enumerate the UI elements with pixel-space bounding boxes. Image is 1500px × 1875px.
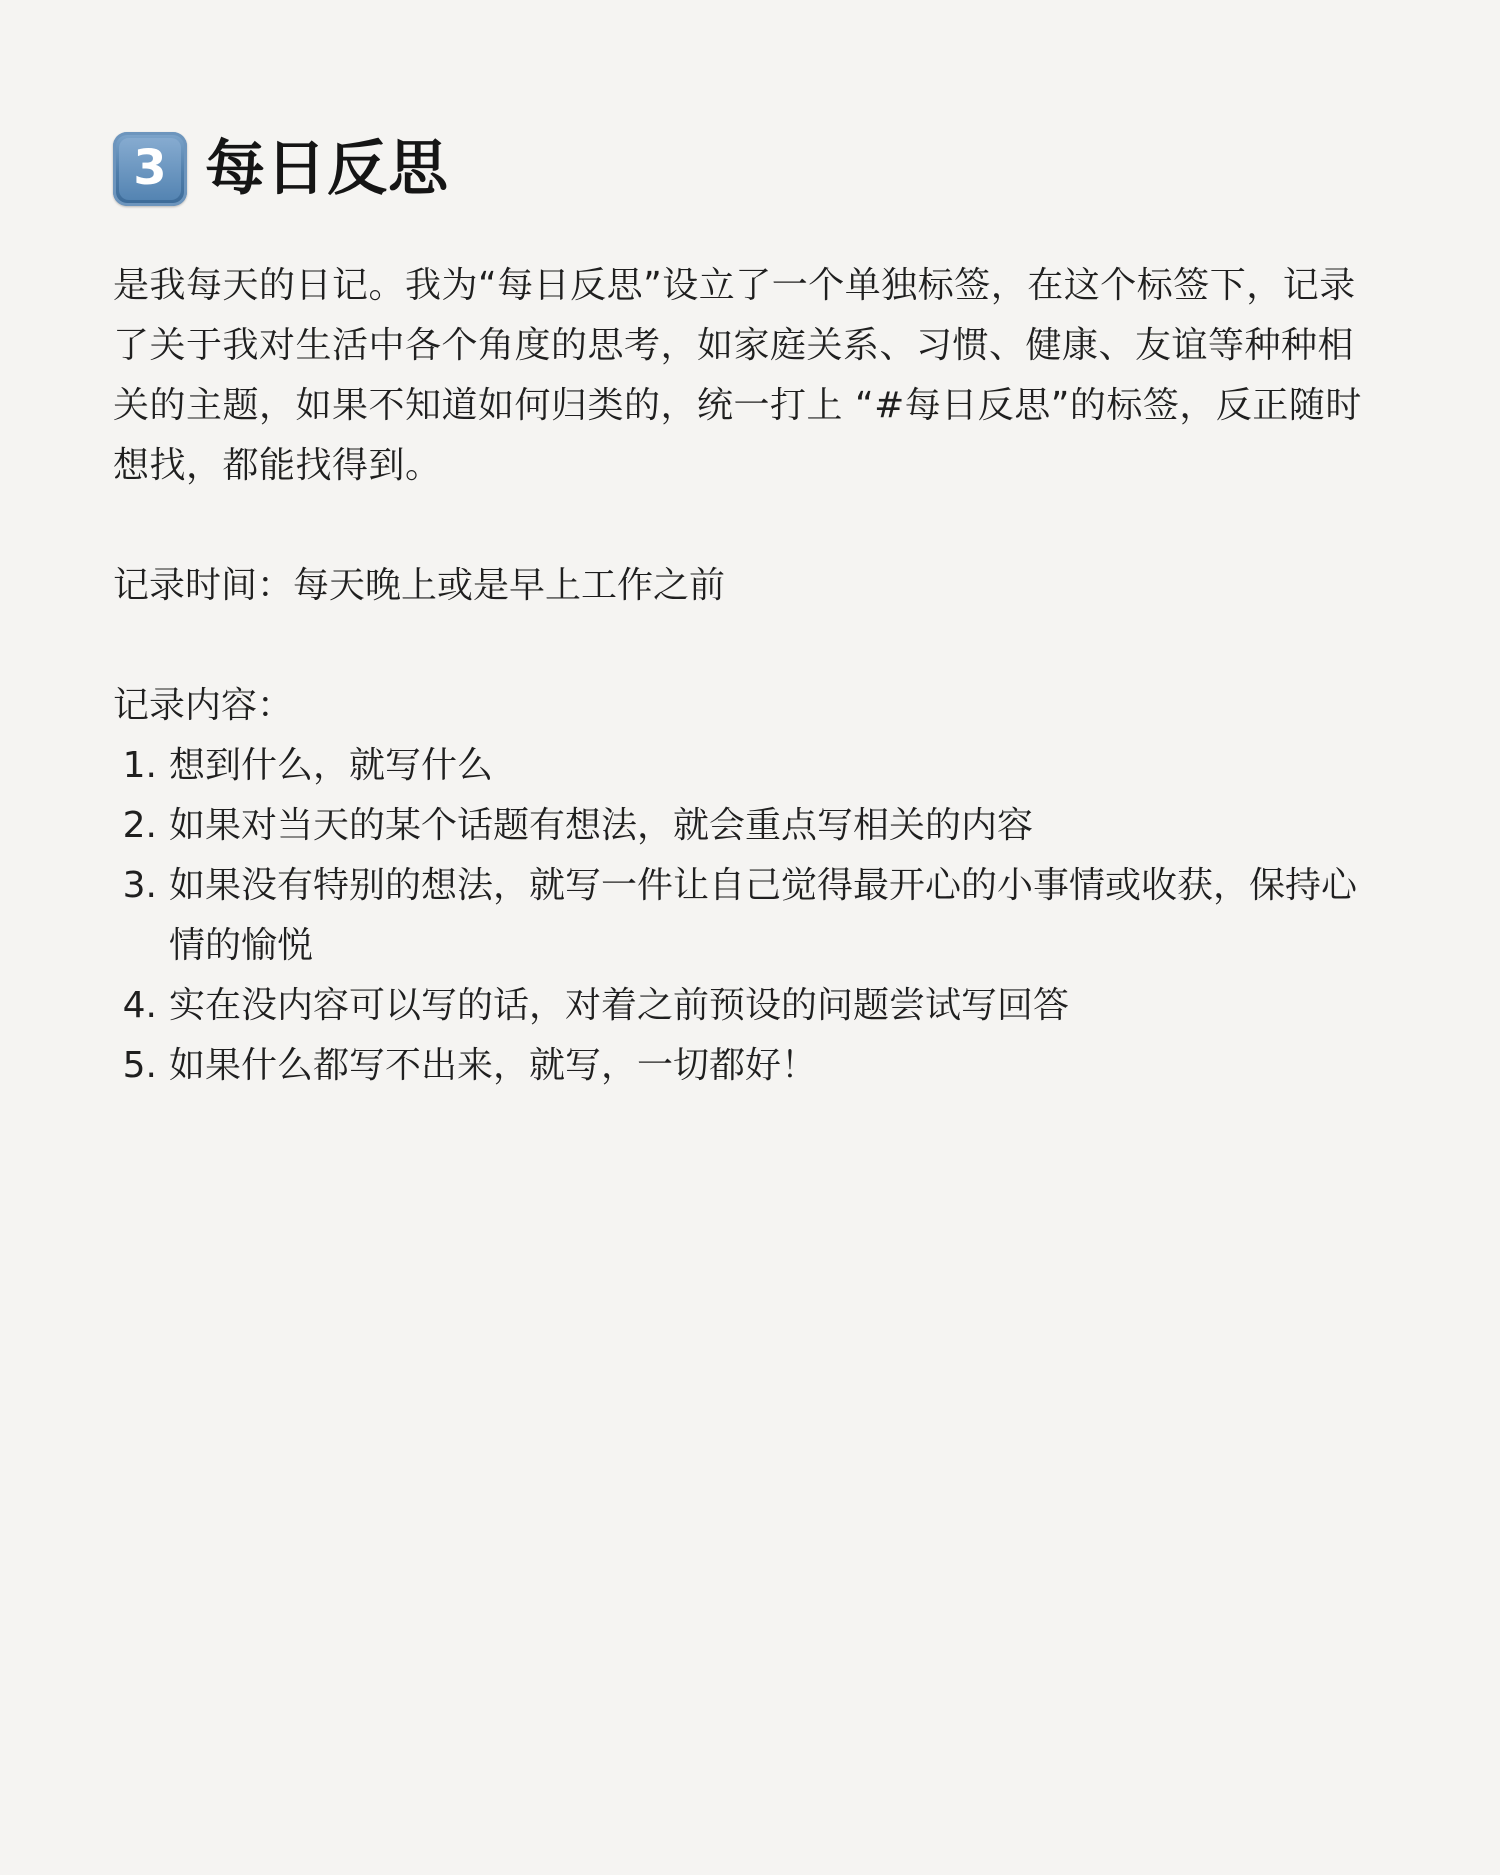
list-item-number: 4.	[122, 985, 157, 1026]
list-item-number: 1.	[122, 745, 157, 786]
list-item-number: 5.	[122, 1045, 157, 1086]
section-heading	[113, 130, 1387, 208]
list-item	[113, 976, 1387, 1036]
list-item-text: 如果对当天的某个话题有想法，就会重点写相关的内容	[169, 805, 1034, 846]
keycap-digit-three-icon	[113, 132, 187, 206]
list-item-text: 如果没有特别的想法，就写一件让自己觉得最开心的小事情或收获，保持心情的愉悦	[169, 865, 1358, 966]
list-item-number: 2.	[122, 805, 157, 846]
list-item-text: 想到什么，就写什么	[169, 745, 494, 786]
record-content-label: 记录内容：	[113, 685, 294, 726]
list-item-number: 3.	[122, 865, 157, 906]
list-item-text: 实在没内容可以写的话，对着之前预设的问题尝试写回答	[169, 985, 1070, 1026]
list-item	[113, 736, 1387, 796]
keycap-face	[119, 138, 181, 200]
keycap-number: 3	[133, 140, 167, 196]
list-item	[113, 856, 1387, 976]
intro-paragraph: 是我每天的日记。我为“每日反思”设立了一个单独标签，在这个标签下，记录了关于我对生活中各个角度的思考，如家庭关系、习惯、健康、友谊等种种相关的主题，如果不知道如何归类的，统一打上 “#每日反思”的标签，反正随时想找，都能找得到。	[113, 265, 1362, 486]
list-item	[113, 1036, 1387, 1096]
record-content-list	[113, 736, 1387, 1096]
section-title: 每日反思	[205, 134, 449, 204]
list-item-text: 如果什么都写不出来，就写，一切都好！	[169, 1045, 818, 1086]
list-item	[113, 796, 1387, 856]
record-time: 记录时间：每天晚上或是早上工作之前	[113, 565, 726, 606]
